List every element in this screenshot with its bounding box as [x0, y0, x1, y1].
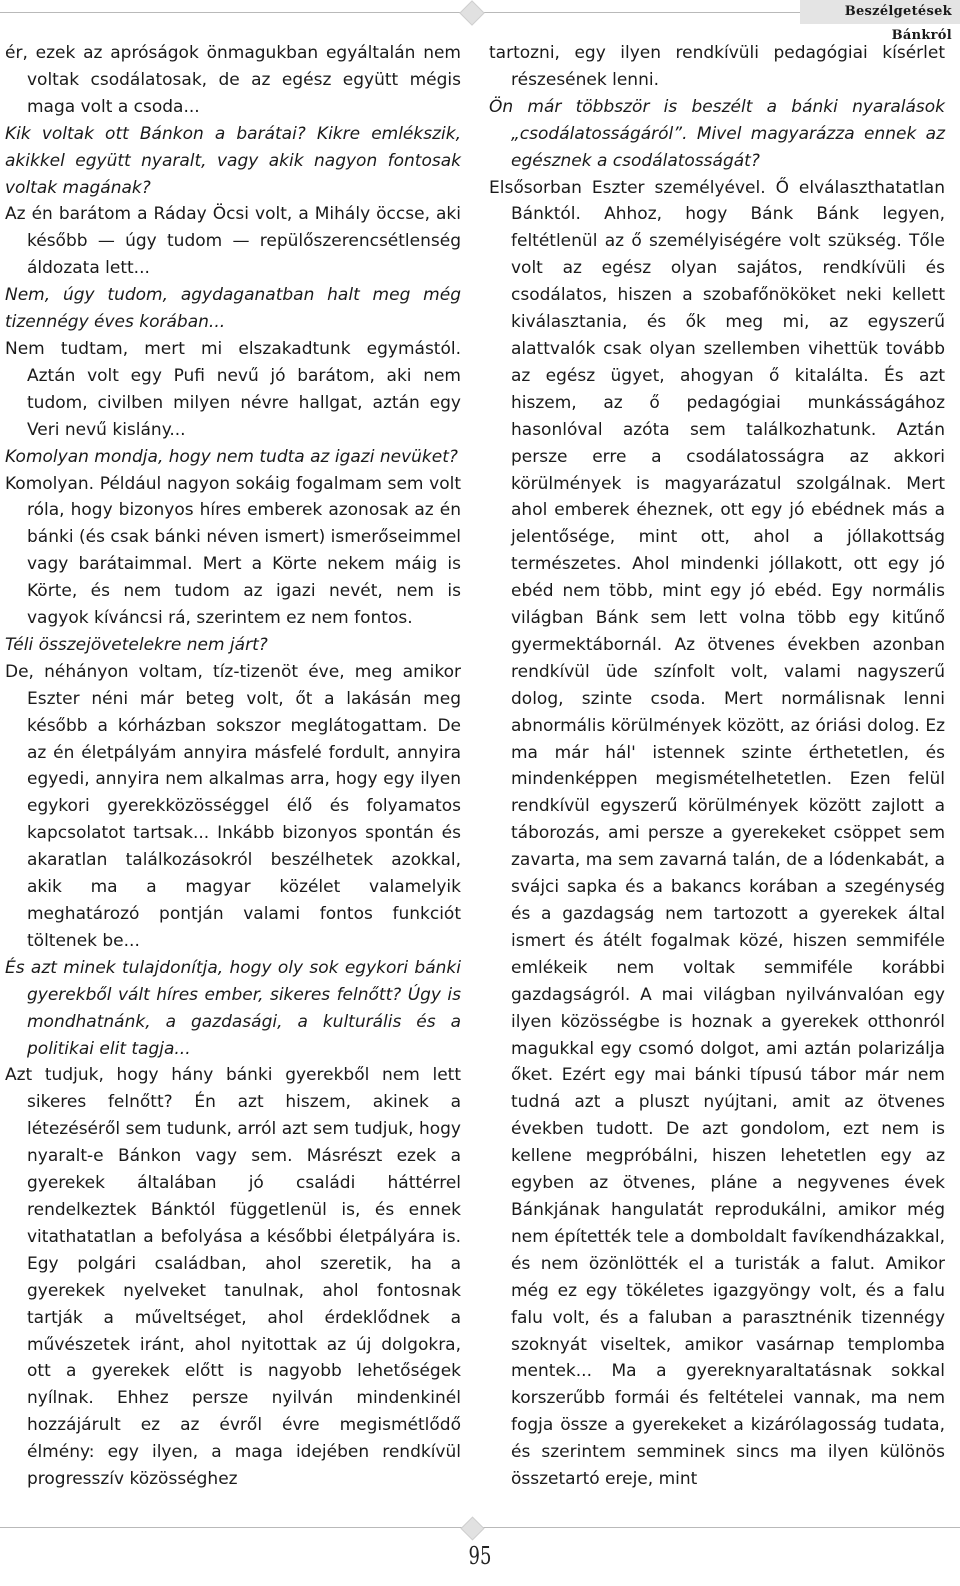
answer-paragraph: De, néhányon voltam, tíz-tizenöt éve, meg amikor Eszter néni már beteg volt, őt a lakásán meg később a kórházban sokszor meglátogattam. De az én életpályám annyira másfelé fordult, annyira egyedi, annyira nem alkalmas arra, hogy egy ilyen egykori gyerekközösséggel élő és folyamatos kapcsolatot tartsak... Inkább bizonyos spontán és akaratlan találkozásokról beszélhetek azokkal, akik ma a magyar közélet valamelyik meghatározó pontján valami fontos funkciót töltenek be...: [5, 661, 461, 951]
answer-paragraph: Az én barátom a Ráday Öcsi volt, a Mihály öccse, aki később — úgy tudom — repülőszerencsétlenség áldozata lett...: [5, 204, 461, 279]
question-paragraph: Kik voltak ott Bánkon a barátai? Kikre emlékszik, akikkel együtt nyaralt, vagy akik nagyon fontosak voltak magának?: [5, 123, 461, 198]
page-number: 95: [468, 1542, 492, 1570]
right-column: [489, 40, 945, 1493]
question-paragraph: És azt minek tulajdonítja, hogy oly sok egykori bánki gyerekből vált híres ember, sikeres felnőtt? Úgy is mondhatnánk, a gazdasági, a kulturális és a politikai elit tagja...: [5, 957, 461, 1059]
left-column: [5, 40, 461, 1493]
question-paragraph: Nem, úgy tudom, agydaganatban halt meg még tizennégy éves korában...: [5, 285, 461, 333]
header-rule: [0, 12, 800, 13]
question-paragraph: Téli összejövetelekre nem járt?: [5, 634, 268, 655]
question-paragraph: Ön már többször is beszélt a bánki nyaralások „csodálatosságáról”. Mivel magyarázza ennek az egésznek a csodálatosságát?: [489, 96, 945, 171]
paragraph: ér, ezek az apróságok önmagukban egyáltalán nem voltak csodálatosak, de az egész együtt mégis maga volt a csoda...: [5, 43, 461, 117]
answer-paragraph: tartozni, egy ilyen rendkívüli pedagógiai kísérlet részesének lenni.: [489, 43, 945, 90]
answer-paragraph: Azt tudjuk, hogy hány bánki gyerekből nem lett sikeres felnőtt? Én azt hiszem, akinek a létezéséről sem tudunk, arról azt sem tudjuk, hogy nyaralt-e Bánkon vagy sem. Másrészt ezek a gyerekek általában jó családi háttérrel rendelkeztek Bánktól függetlenül is, és ennek vitathatatlan a befolyása a későbbi életpályára is. Egy polgári családban, ahol szeretik, ha a gyerekek nyelveket tanulnak, ahol fontosnak tartják a műveltséget, ahol érdeklődnek a művészetek iránt, ahol nyitottak az új dolgokra, ott a gyerekek előtt is nagyobb lehetőségek nyílnak. Ehhez persze nyilván mindenkinél hozzájárult ez az évről évre megismétlődő élmény: egy ilyen, a maga idejében rendkívül progresszív közösséghez: [5, 1065, 461, 1490]
section-title: Beszélgetések Bánkról: [800, 0, 960, 24]
answer-paragraph: Elsősorban Eszter személyével. Ő elválaszthatatlan Bánktól. Ahhoz, hogy Bánk Bánk legyen, feltétlenül az ő személyiségére volt szükség. Tőle volt az egész olyan sajátos, rendkívüli és csodálatos, hiszen a szobafőnököket neki kellett kiválasztania, és ők meg mi, az egyszerű alattvalók csak olyan szellemben vihettük tovább az egész ügyet, ahogyan ő kitalálta. És azt hiszem, az ő pedagógiai munkásságához hasonlóval azóta sem találkozhatunk. Aztán persze erre a csodálatosságra az akkori körülmények is magyarázatul szolgálnak. Mert ahol emberek éheznek, ott egy jó ebédnek más a jelentősége, mint ott, ahol a jóllakottság természetes. Ahol mindenki jóllakott, ott egy jó ebéd nem több, mint egy jó ebéd. Egy normális világban Bánk sem lett volna több egy kitűnő gyermektábornál. Az ötvenes években azonban rendkívül üde színfolt volt, valami nagyszerű dolog, szinte csoda. Mert normálisnak lenni abnormális körülmények között, az óriási dolog. Ez ma már hál' istennek szinte érthetetlen, és mindenképpen megismételhetetlen. Ezen felül rendkívül egyszerű körülmények között zajlott a táborozás, ami persze a gyerekeket csöppet sem zavarta, ma sem zavarná talán, de a lódenkabát, a svájci sapka és a bakancs korában a szegénység és a gazdagság nem tartozott a gyerekek által ismert és átélt fogalmak közé, hiszen semmiféle emlékeik nem voltak semmiféle korábbi gazdagságról. A mai világban nyilvánvalóan egy ilyen közösségbe is hoznak a gyerekek otthonról magukkal egy csomó dolgot, ami aztán polarizálja őket. Ezért egy mai bánki típusú tábor már nem tudná azt a pluszt nyújtani, amit az ötvenes években tudott. De azt gondolom, ezt nem is kellene megpróbálni, hiszen lehetetlen egy az egyben az ötvenes, pláne a negyvenes évek Bánkjának hangulatát reprodukálni, amikor még nem építették tele a domboldalt favíkendházakkal, és nem özönlötték el a turisták a falut. Amikor még ez egy tökéletes igazgyöngy volt, és a falu falu volt, és a faluban a parasztnénik tizennégy szoknyát viseltek, amikor vasárnap templomba mentek... Ma a gyereknyaraltatásnak sokkal korszerűbb formái és feltételei vannak, ma nem fogja össze a gyerekeket a kizárólagosság tudata, és szerintem semminek sincs ma ilyen különös összetartó ereje, mint: [489, 177, 945, 1490]
answer-paragraph: Nem tudtam, mert mi elszakadtunk egymástól. Aztán volt egy Pufi nevű jó barátom, aki nem tudom, civilben milyen névre hallgat, aztán egy Veri nevű kislány...: [5, 338, 461, 440]
question-paragraph: Komolyan mondja, hogy nem tudta az igazi nevüket?: [5, 446, 458, 467]
answer-paragraph: Komolyan. Például nagyon sokáig fogalmam sem volt róla, hogy bizonyos híres emberek azonosak az én bánki (és csak bánki néven ismert) ismerőseimmel vagy barátaimmal. Mert a Körte nekem máig is Körte, és nem tudom az igazi nevét, nem is vagyok kíváncsi rá, szerintem ez nem fontos.: [5, 473, 461, 629]
footer-diamond-ornament: [460, 1516, 484, 1540]
header-diamond-ornament: [459, 0, 484, 25]
